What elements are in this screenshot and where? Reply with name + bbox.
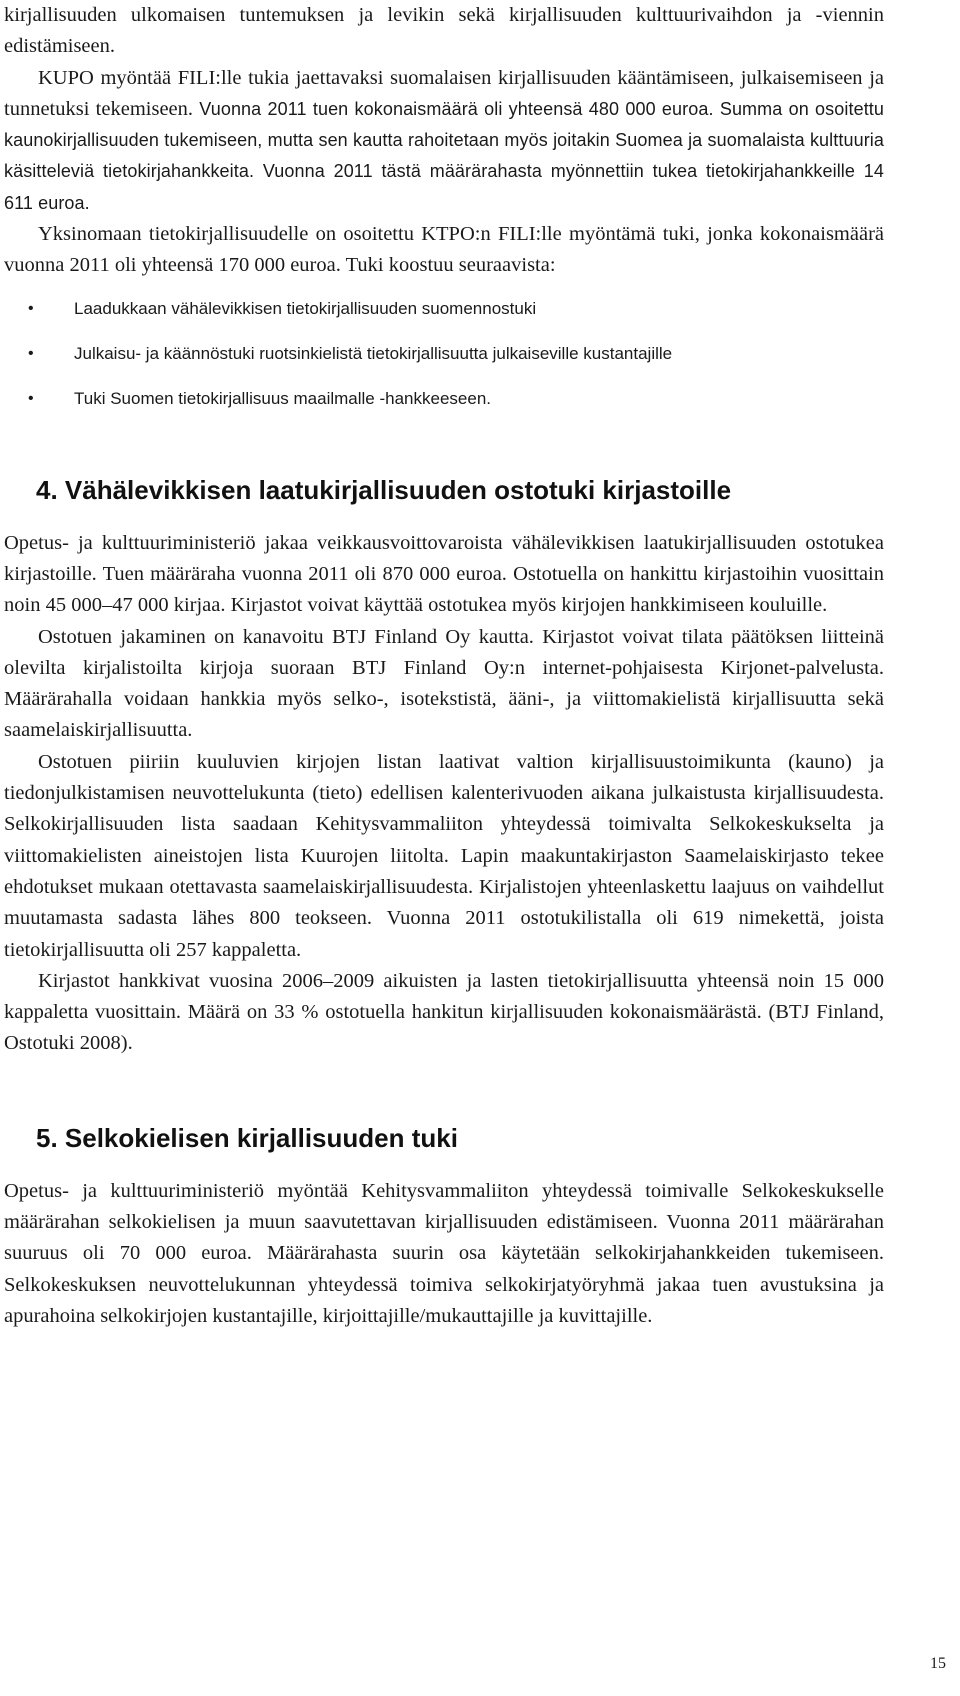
bullet-icon: •: [28, 344, 34, 362]
list-item: [4, 388, 884, 410]
intro-paragraph-3: Yksinomaan tietokirjallisuudelle on osoitettu KTPO:n FILI:lle myöntämä tuki, jonka kokonaismäärä vuonna 2011 oli yhteensä 170 000 euroa. Tuki koostuu seuraavista:: [4, 223, 884, 277]
support-list: [4, 298, 884, 410]
section-4-paragraph-3: Ostotuen piiriin kuuluvien kirjojen listan laativat valtion kirjallisuustoimikunta (kauno) ja tiedonjulkistamisen neuvottelukunta (tieto) edellisen kalenterivuoden aikana julkaistusta kirjallisuudesta. Selkokirjallisuuden lista saadaan Kehitysvammaliiton yhteydessä toimivalta Selkokeskukselta ja viittomakielisten aineistojen lista Kuurojen liitolta. Lapin maakuntakirjaston Saamelaiskirjasto tekee ehdotukset mukaan otettavasta saamelaiskirjallisuudesta. Kirjalistojen yhteenlaskettu laajuus on vaihdellut muutamasta sadasta lähes 800 teokseen. Vuonna 2011 ostotukilistalla oli 619 nimekettä, joista tietokirjallisuutta oli 257 kappaletta.: [4, 750, 884, 961]
intro-paragraph-2: [4, 63, 884, 219]
section-4-paragraph-1: Opetus- ja kulttuuriministeriö jakaa veikkausvoittovaroista vähälevikkisen laatukirjallisuuden ostotukea kirjastoille. Tuen määräraha vuonna 2011 oli 870 000 euroa. Ostotuella on hankittu kirjastoihin vuosittain noin 45 000–47 000 kirjaa. Kirjastot voivat käyttää ostotukea myös kirjojen hankkimiseen kouluille.: [4, 531, 884, 617]
section-5-heading: 5. Selkokielisen kirjallisuuden tuki: [36, 1122, 458, 1153]
section-4-heading: 4. Vähälevikkisen laatukirjallisuuden ostotuki kirjastoille: [36, 474, 732, 505]
document-page: [4, 0, 884, 1332]
list-item-text: Laadukkaan vähälevikkisen tietokirjallisuuden suomennostuki: [74, 298, 537, 318]
intro-paragraph-1: kirjallisuuden ulkomaisen tuntemuksen ja levikin sekä kirjallisuuden kulttuurivaihdon ja -viennin edistämiseen.: [4, 4, 884, 58]
bullet-icon: •: [28, 299, 34, 317]
intro-paragraph-2-text-a: KUPO myöntää FILI:lle tukia jaettavaksi suomalaisen kirjallisuuden kääntämiseen, julkaisemiseen ja tunnetuksi tekemiseen.: [4, 66, 884, 120]
page-number: 15: [930, 1655, 946, 1672]
section-4-paragraph-2: Ostotuen jakaminen on kanavoitu BTJ Finland Oy kautta. Kirjastot voivat tilata päätöksen liitteinä olevilta kirjalistoilta kirjoja suoraan BTJ Finland Oy:n internet-pohjaisesta Kirjonet-palvelusta. Määrärahalla voidaan hankkia myös selko-, isotekstistä, ääni-, ja viittomakielistä kirjallisuutta sekä saamelaiskirjallisuutta.: [4, 625, 884, 742]
bullet-icon: •: [28, 389, 34, 407]
list-item: [4, 298, 884, 320]
list-item-text: Julkaisu- ja käännöstuki ruotsinkielistä tietokirjallisuutta julkaiseville kustantajille: [74, 343, 673, 363]
intro-paragraph-2-text-c: Summa on osoitettu kaunokirjallisuuden tukemiseen, mutta sen kautta rahoitetaan myös joitakin Suomea ja suomalaista kulttuuria käsitteleviä tietokirjahankkeita. Vuonna 2011 tästä määrärahasta myönnettiin tukea tietokirjahankkeille 14 611 euroa.: [4, 98, 885, 213]
list-item-text: Tuki Suomen tietokirjallisuus maailmalle -hankkeeseen.: [74, 388, 492, 408]
intro-paragraph-2-text-b: Vuonna 2011 tuen kokonaismäärä oli yhteensä 480 000 euroa.: [199, 98, 714, 119]
section-4-paragraph-4: Kirjastot hankkivat vuosina 2006–2009 aikuisten ja lasten tietokirjallisuutta yhteensä noin 15 000 kappaletta vuosittain. Määrä on 33 % ostotuella hankitun kirjallisuuden kokonaismäärästä. (BTJ Finland, Ostotuki 2008).: [4, 969, 884, 1055]
section-5-paragraph-1: Opetus- ja kulttuuriministeriö myöntää Kehitysvammaliiton yhteydessä toimivalle Selkokeskukselle määrärahan selkokielisen ja muun saavutettavan kirjallisuuden edistämiseen. Vuonna 2011 määrärahan suuruus oli 70 000 euroa. Määrärahasta suurin osa käytetään selkokirjahankkeiden tukemiseen. Selkokeskuksen neuvottelukunnan yhteydessä toimiva selkokirjatyöryhmä jakaa tuen avustuksina ja apurahoina selkokirjojen kustantajille, kirjoittajille/mukauttajille ja kuvittajille.: [4, 1179, 884, 1327]
list-item: [4, 343, 884, 365]
